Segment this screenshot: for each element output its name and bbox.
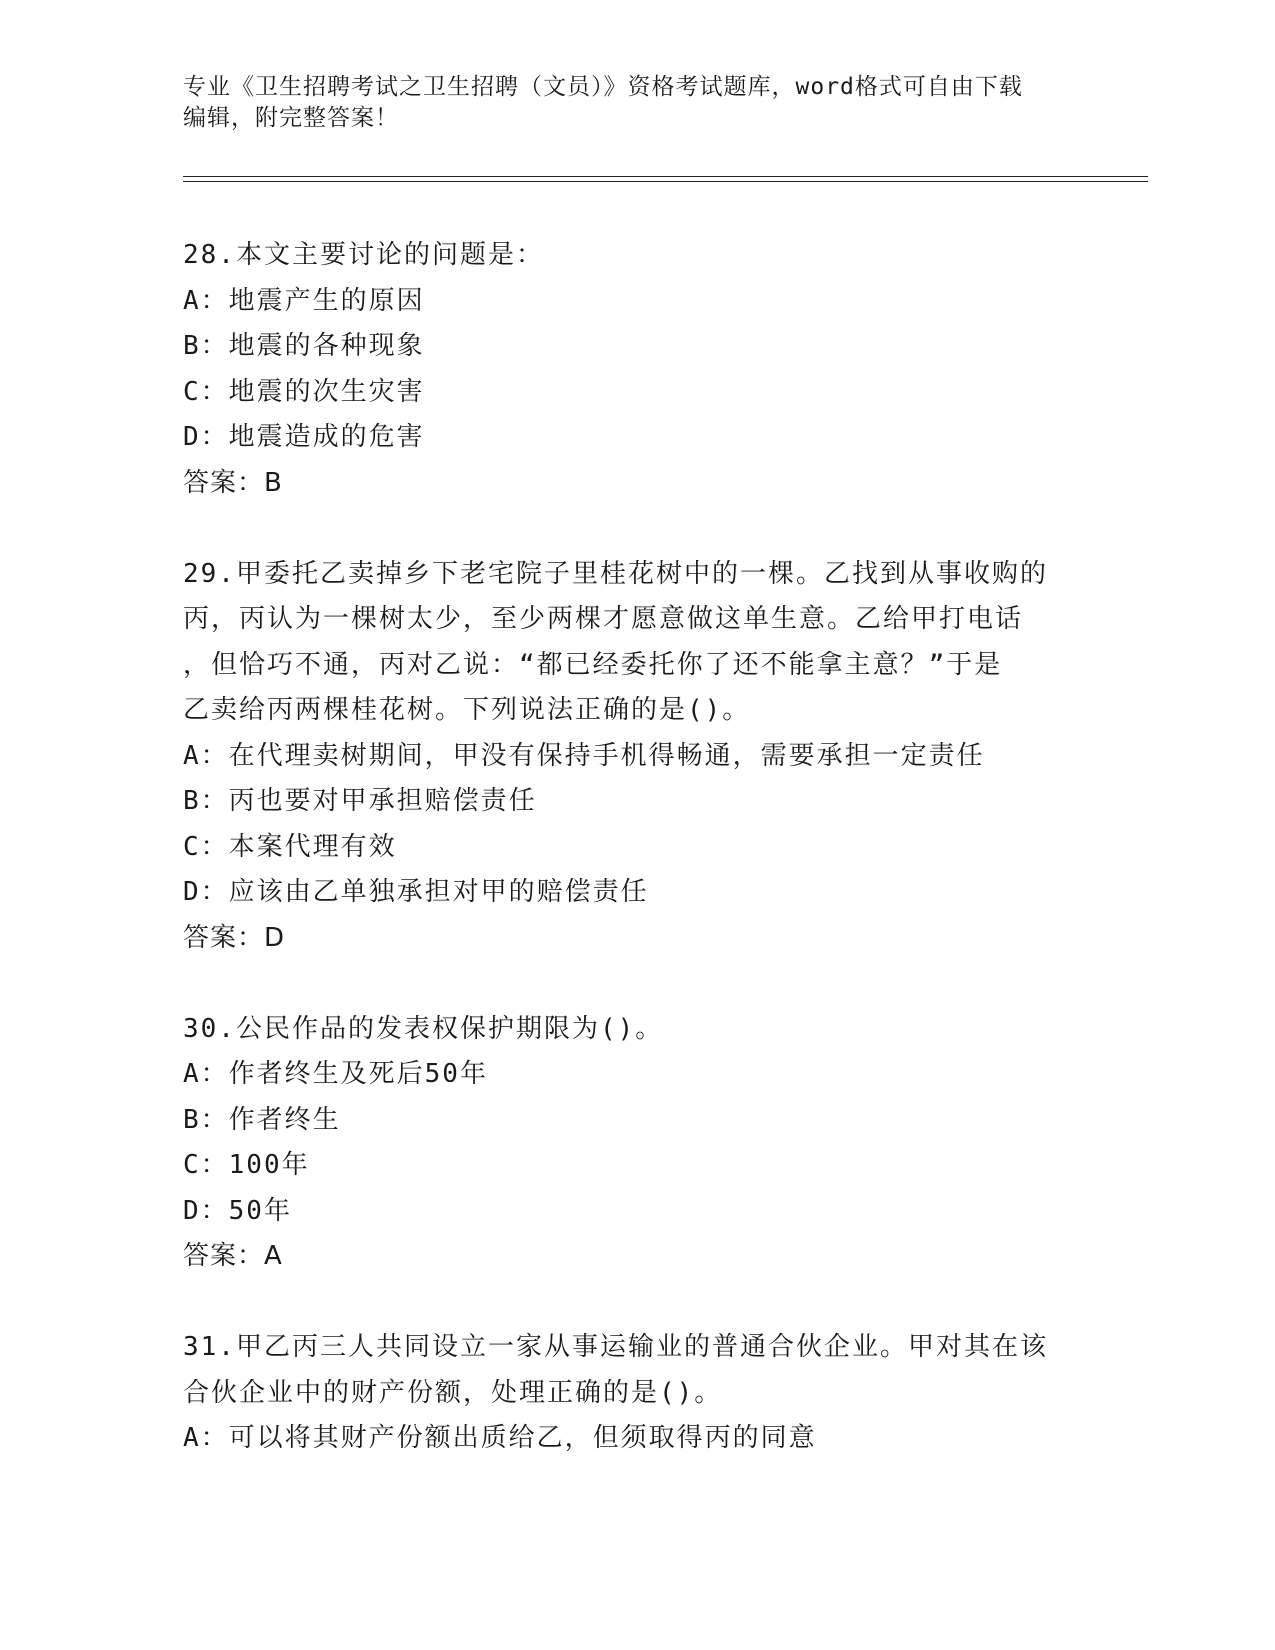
question-stem: 29.甲委托乙卖掉乡下老宅院子里桂花树中的一棵。乙找到从事收购的 — [183, 558, 1048, 589]
option-c: C：地震的次生灾害 — [183, 376, 425, 407]
header-line: 专业《卫生招聘考试之卫生招聘（文员）》资格考试题库，word格式可自由下载 — [183, 74, 1023, 100]
option-a: A：作者终生及死后50年 — [183, 1059, 488, 1089]
question-stem: ，但恰巧不通，丙对乙说：“都已经委托你了还不能拿主意？”于是 — [183, 649, 1003, 680]
answer-line: 答案：A — [183, 1241, 283, 1271]
question-29 — [183, 552, 1083, 962]
option-b: B：丙也要对甲承担赔偿责任 — [183, 786, 537, 816]
question-list — [183, 233, 1083, 1507]
option-a: A：在代理卖树期间，甲没有保持手机得畅通，需要承担一定责任 — [183, 740, 985, 771]
question-30 — [183, 1007, 1083, 1280]
answer-line: 答案：B — [183, 467, 283, 498]
option-d: D：应该由乙单独承担对甲的赔偿责任 — [183, 877, 649, 907]
option-d: D：50年 — [183, 1195, 292, 1226]
question-stem: 31.甲乙丙三人共同设立一家从事运输业的普通合伙企业。甲对其在该 — [183, 1332, 1048, 1362]
answer-line: 答案：D — [183, 922, 286, 953]
question-stem: 丙，丙认为一棵树太少，至少两棵才愿意做这单生意。乙给甲打电话 — [183, 604, 1024, 634]
option-c: C：100年 — [183, 1150, 310, 1180]
question-stem: 乙卖给丙两棵桂花树。下列说法正确的是()。 — [183, 695, 751, 725]
header-divider-bottom — [183, 181, 1148, 182]
option-b: B：作者终生 — [183, 1104, 341, 1135]
option-d: D：地震造成的危害 — [183, 422, 425, 452]
option-a: A：可以将其财产份额出质给乙，但须取得丙的同意 — [183, 1423, 817, 1453]
question-31 — [183, 1325, 1083, 1462]
question-stem: 合伙企业中的财产份额，处理正确的是()。 — [183, 1377, 723, 1408]
question-stem: 28.本文主要讨论的问题是： — [183, 240, 544, 270]
question-28 — [183, 233, 1083, 506]
document-header — [183, 72, 1063, 134]
option-c: C：本案代理有效 — [183, 831, 397, 862]
header-divider-top — [183, 176, 1148, 177]
option-a: A：地震产生的原因 — [183, 285, 425, 316]
header-line: 编辑，附完整答案！ — [183, 105, 399, 131]
option-b: B：地震的各种现象 — [183, 331, 425, 361]
question-stem: 30.公民作品的发表权保护期限为()。 — [183, 1013, 664, 1044]
